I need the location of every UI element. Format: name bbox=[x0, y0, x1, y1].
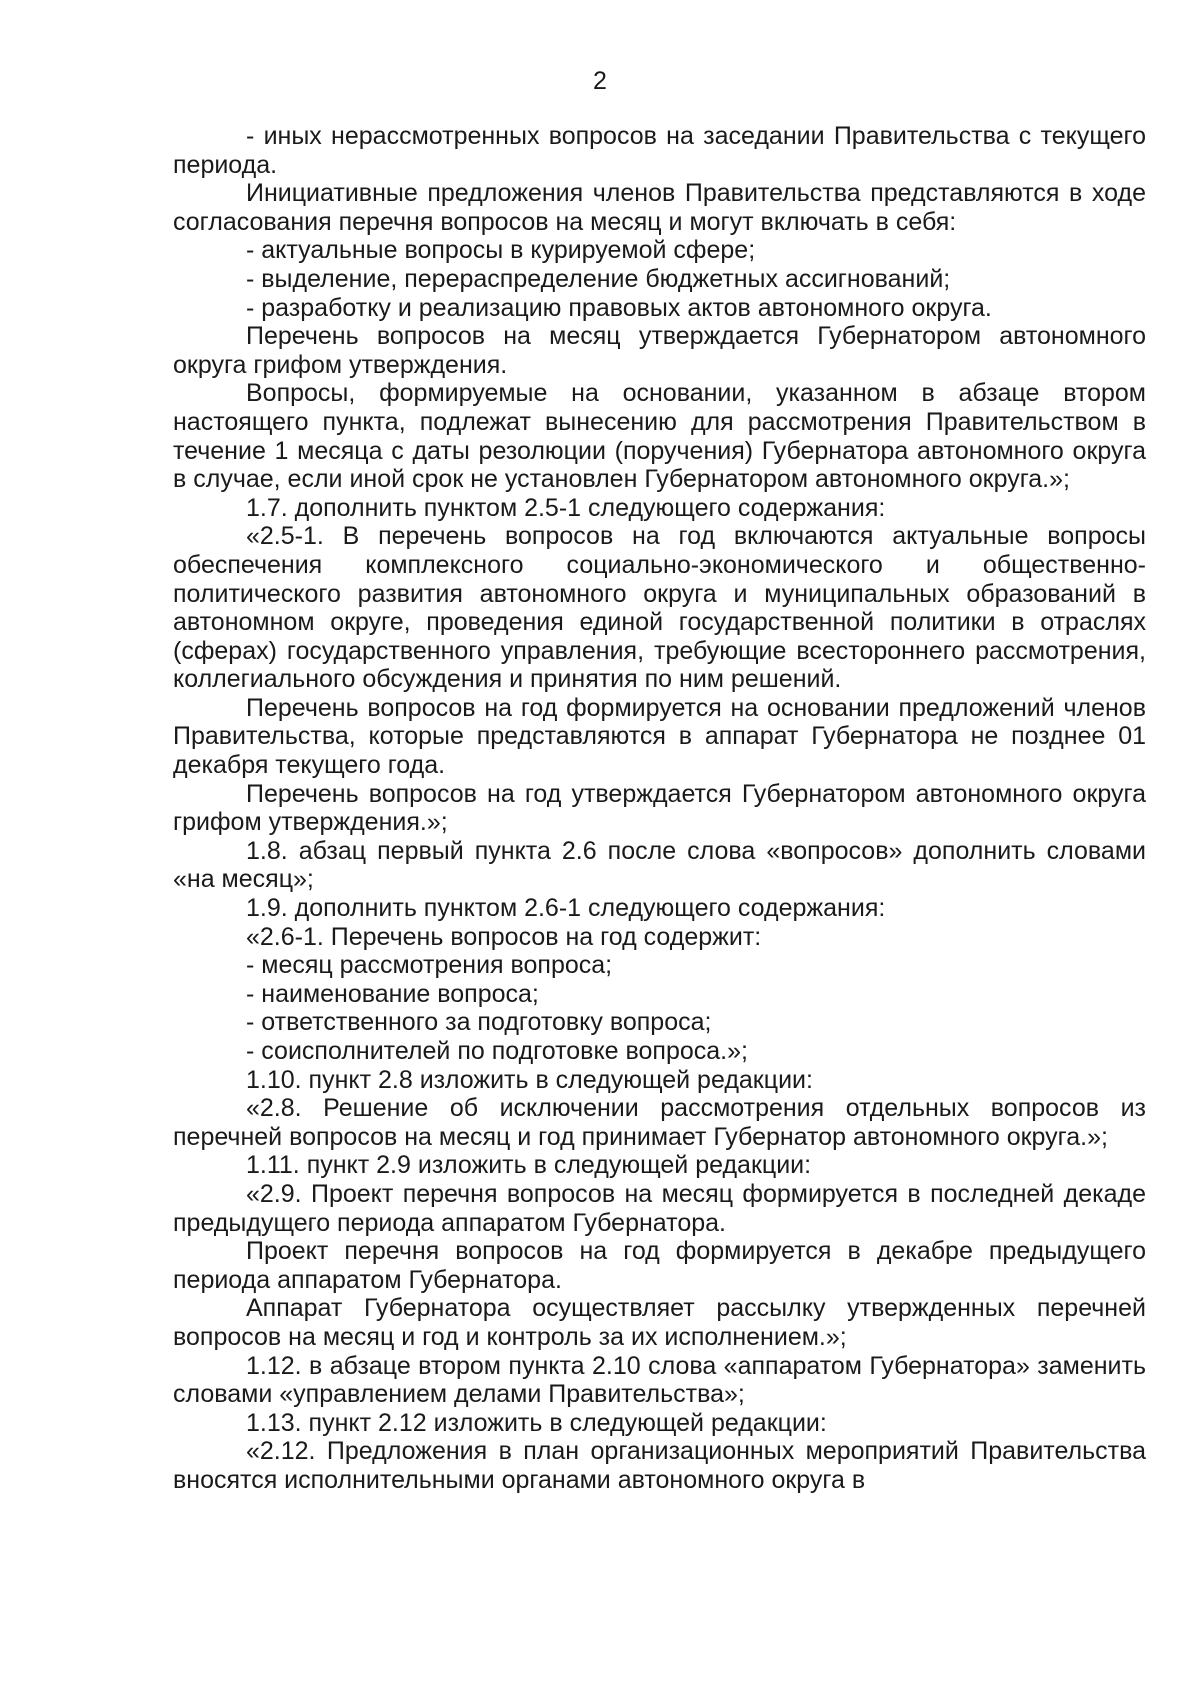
paragraph: Проект перечня вопросов на год формируется в декабре предыдущего периода аппаратом Губернатора. bbox=[173, 1237, 1146, 1294]
paragraph: Вопросы, формируемые на основании, указанном в абзаце втором настоящего пункта, подлежат вынесению для рассмотрения Правительством в течение 1 месяца с даты резолюции (поручения) Губернатора автономного округа в случае, если иной срок не установлен Губернатором автономного округа.»; bbox=[173, 379, 1146, 494]
paragraph: Перечень вопросов на год формируется на основании предложений членов Правительства, которые представляются в аппарат Губернатора не позднее 01 декабря текущего года. bbox=[173, 693, 1146, 780]
paragraph: - соисполнителей по подготовке вопроса.»; bbox=[246, 1037, 748, 1065]
paragraph: - месяц рассмотрения вопроса; bbox=[246, 951, 613, 980]
paragraph: Перечень вопросов на месяц утверждается Губернатором автономного округа грифом утверждения. bbox=[173, 322, 1146, 379]
paragraph: - выделение, перераспределение бюджетных ассигнований; bbox=[246, 264, 951, 293]
paragraph: - актуальные вопросы в курируемой сфере; bbox=[246, 236, 756, 265]
paragraph: 1.7. дополнить пунктом 2.5-1 следующего содержания: bbox=[246, 493, 886, 522]
paragraph: 1.11. пункт 2.9 изложить в следующей редакции: bbox=[246, 1151, 812, 1180]
paragraph: 1.13. пункт 2.12 изложить в следующей редакции: bbox=[246, 1408, 827, 1437]
paragraph: 1.9. дополнить пунктом 2.6-1 следующего содержания: bbox=[246, 894, 886, 923]
paragraph: «2.6-1. Перечень вопросов на год содержит: bbox=[246, 922, 762, 951]
paragraph: Аппарат Губернатора осуществляет рассылку утвержденных перечней вопросов на месяц и год и контроль за их исполнением.»; bbox=[173, 1294, 1146, 1351]
paragraph: 1.8. абзац первый пункта 2.6 после слова «вопросов» дополнить словами «на месяц»; bbox=[173, 836, 1146, 894]
document-body bbox=[173, 122, 1146, 1495]
page-number: 2 bbox=[593, 67, 607, 95]
paragraph: - наименование вопроса; bbox=[246, 979, 539, 1008]
paragraph: 1.12. в абзаце втором пункта 2.10 слова «аппаратом Губернатора» заменить словами «управлением делами Правительства»; bbox=[173, 1351, 1146, 1409]
paragraph: «2.5-1. В перечень вопросов на год включаются актуальные вопросы обеспечения комплексного социально-экономического и общественно-политического развития автономного округа и муниципальных образований в автономном округе, проведения единой государственной политики в отраслях (сферах) государственного управления, требующие всестороннего рассмотрения, коллегиального обсуждения и принятия по ним решений. bbox=[173, 522, 1146, 694]
paragraph: - ответственного за подготовку вопроса; bbox=[246, 1008, 712, 1037]
paragraph: - разработку и реализацию правовых актов автономного округа. bbox=[246, 293, 992, 322]
paragraph: «2.12. Предложения в план организационных мероприятий Правительства вносятся исполнительными органами автономного округа в bbox=[173, 1437, 1146, 1494]
paragraph: «2.8. Решение об исключении рассмотрения отдельных вопросов из перечней вопросов на месяц и год принимает Губернатор автономного округа.»; bbox=[173, 1094, 1146, 1151]
paragraph: Инициативные предложения членов Правительства представляются в ходе согласования перечня вопросов на месяц и могут включать в себя: bbox=[173, 179, 1146, 236]
paragraph: Перечень вопросов на год утверждается Губернатором автономного округа грифом утверждения.»; bbox=[173, 779, 1146, 837]
paragraph: - иных нерассмотренных вопросов на заседании Правительства с текущего периода. bbox=[173, 122, 1146, 179]
paragraph: 1.10. пункт 2.8 изложить в следующей редакции: bbox=[246, 1065, 813, 1094]
paragraph: «2.9. Проект перечня вопросов на месяц формируется в последней декаде предыдущего периода аппаратом Губернатора. bbox=[173, 1179, 1146, 1237]
